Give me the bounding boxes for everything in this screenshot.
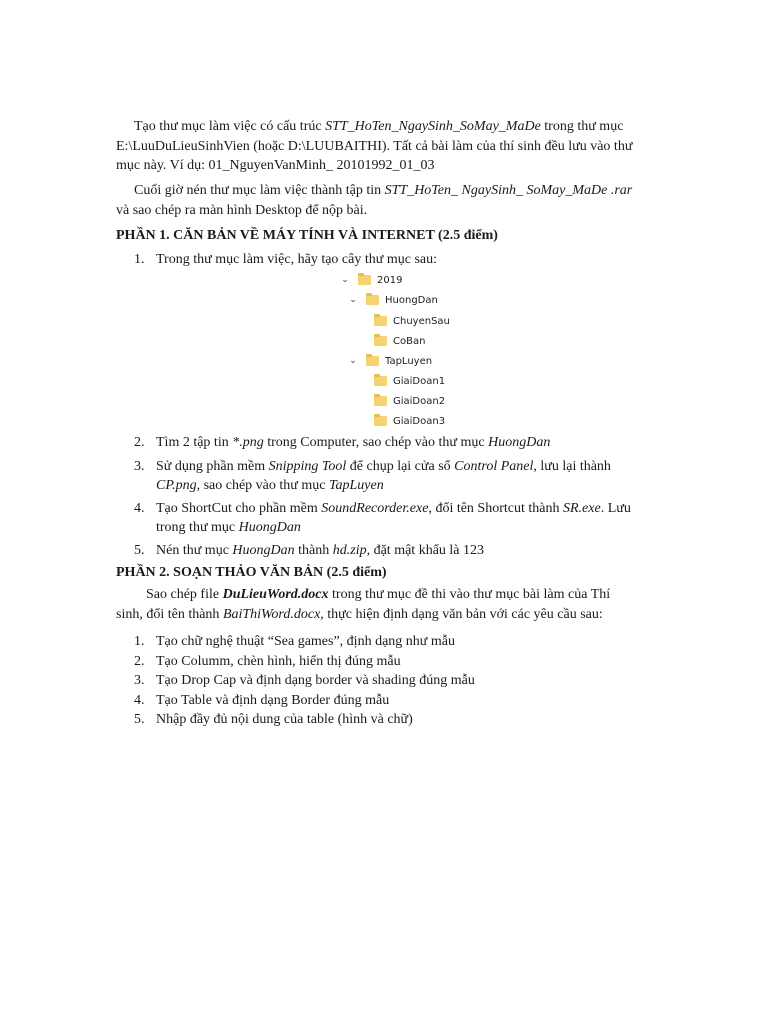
text-run: trong Computer, sao chép vào thư mục (263, 435, 489, 450)
list-item (134, 499, 640, 538)
list-item (134, 457, 640, 496)
list-item (134, 632, 640, 652)
list-text: Tạo chữ nghệ thuật “Sea games”, định dạng như mẫu (156, 634, 455, 649)
folder-label: HuongDan (385, 294, 438, 306)
text-run: *.png (232, 435, 264, 450)
folder-tree (340, 270, 510, 430)
part1-list-a (134, 250, 640, 270)
text-run: , sao chép vào thư mục (196, 478, 329, 493)
text-run: . Lưu trong thư mục (156, 500, 631, 535)
text-run: thành (294, 542, 333, 558)
tree-node-giaidoan2[interactable] (374, 391, 445, 411)
list-text: Nhập đầy đủ nội dung của table (hình và chữ) (156, 712, 413, 727)
list-number: 4. (134, 500, 145, 516)
part1-heading: PHẦN 1. CĂN BẢN VỀ MÁY TÍNH VÀ INTERNET (2.5 điểm) (116, 228, 498, 243)
list-number: 4. (134, 692, 145, 708)
tree-node-tapluyen[interactable] (348, 351, 432, 371)
list-item (134, 691, 640, 711)
list-number: 2. (134, 435, 145, 450)
tree-node-2019[interactable] (340, 270, 402, 290)
text-run: Control Panel (454, 458, 534, 474)
text-run: HuongDan (238, 520, 301, 535)
part1-list-b (134, 433, 640, 560)
text-run: , đặt mật khẩu là 123 (366, 542, 485, 558)
folder-label: CoBan (393, 335, 426, 347)
folder-icon (358, 275, 371, 285)
chevron-down-icon[interactable]: ⌄ (349, 295, 357, 305)
tree-node-giaidoan1[interactable] (374, 371, 445, 391)
list-number: 5. (134, 712, 145, 727)
folder-icon (374, 416, 387, 426)
list-item (134, 652, 640, 672)
text-run: Tạo ShortCut cho phần mềm (156, 500, 322, 516)
tree-node-giaidoan3[interactable] (374, 411, 445, 431)
tree-node-coban[interactable] (374, 331, 425, 351)
chevron-down-icon[interactable]: ⌄ (349, 356, 357, 366)
intro-paragraph-1 (116, 117, 640, 176)
archive-name: STT_HoTen_ NgaySinh_ SoMay_MaDe .rar (384, 183, 633, 198)
text-run: , lưu lại thành (533, 458, 611, 474)
text-run: Snipping Tool (268, 458, 347, 474)
list-number: 5. (134, 542, 145, 558)
text-run: và sao chép ra màn hình Desktop để nộp bài. (116, 202, 368, 218)
text-run: Nén thư mục (156, 542, 233, 558)
text-run: , đổi tên Shortcut thành (428, 500, 563, 516)
intro-paragraph-2 (116, 181, 640, 220)
folder-icon (366, 295, 379, 305)
list-item (134, 250, 640, 270)
text-run: , thực hiện định dạng văn bản với các yêu cầu sau: (320, 606, 603, 622)
folder-structure-name: STT_HoTen_NgaySinh_SoMay_MaDe (325, 119, 541, 134)
text-run: HuongDan (232, 542, 295, 558)
chevron-down-icon[interactable]: ⌄ (341, 275, 349, 285)
text-run: SoundRecorder.exe (321, 500, 429, 516)
text-run: hd.zip (332, 542, 367, 558)
folder-icon (374, 376, 387, 386)
folder-icon (374, 396, 387, 406)
tree-node-chuyensau[interactable] (374, 311, 450, 331)
text-run: Sao chép file (146, 587, 223, 602)
text-run: SR.exe (562, 500, 601, 516)
list-number: 1. (134, 252, 145, 267)
text-run: để chụp lại cửa sổ (346, 458, 455, 474)
list-item (134, 710, 640, 730)
text-run: TapLuyen (328, 478, 384, 493)
list-text: Tạo Drop Cap và định dạng border và shading đúng mẫu (156, 673, 475, 688)
text-run: Tạo thư mục làm việc có cấu trúc (134, 119, 326, 134)
list-text: Trong thư mục làm việc, hãy tạo cây thư mục sau: (156, 252, 437, 267)
list-item (134, 541, 640, 561)
list-text: Tạo Table và định dạng Border đúng mẫu (156, 692, 390, 708)
folder-icon (374, 316, 387, 326)
text-run: trong thư mục E:\LuuDuLieuSinhVien (hoặc D:\LUUBAITHI). Tất cả bài làm của thí sinh đều lưu vào thư mục này. Ví dụ: 01_NguyenVanMinh_ 20101992_01_03 (116, 119, 633, 173)
folder-label: TapLuyen (385, 355, 433, 367)
file-name: BaiThiWord.docx (222, 606, 321, 622)
text-run: Tìm 2 tập tin (156, 435, 233, 450)
list-number: 1. (134, 634, 145, 649)
list-number: 2. (134, 653, 145, 669)
folder-label: GiaiDoan1 (393, 375, 446, 387)
folder-icon (366, 356, 379, 366)
folder-label: 2019 (377, 274, 403, 286)
part2-heading: PHẦN 2. SOẠN THẢO VĂN BẢN (2.5 điểm) (116, 565, 387, 580)
list-text: Tạo Columm, chèn hình, hiển thị đúng mẫu (156, 653, 401, 669)
folder-label: ChuyenSau (393, 315, 450, 327)
text-run: CP.png (156, 478, 197, 493)
text-run: Sử dụng phần mềm (156, 458, 269, 474)
text-run: Cuối giờ nén thư mục làm việc thành tập tin (134, 183, 385, 198)
list-number: 3. (134, 458, 145, 474)
tree-node-huongdan[interactable] (348, 290, 438, 310)
folder-label: GiaiDoan2 (393, 395, 446, 407)
text-run: HuongDan (488, 435, 551, 450)
folder-label: GiaiDoan3 (393, 415, 446, 427)
list-number: 3. (134, 673, 145, 688)
part2-list (134, 632, 640, 730)
list-item (134, 671, 640, 691)
list-item (134, 433, 640, 453)
text-run: trong thư mục đề thi vào thư mục bài làm của Thí sinh, đổi tên thành (116, 587, 611, 622)
folder-icon (374, 336, 387, 346)
file-name: DuLieuWord.docx (222, 587, 329, 602)
part2-intro-paragraph (116, 585, 640, 624)
